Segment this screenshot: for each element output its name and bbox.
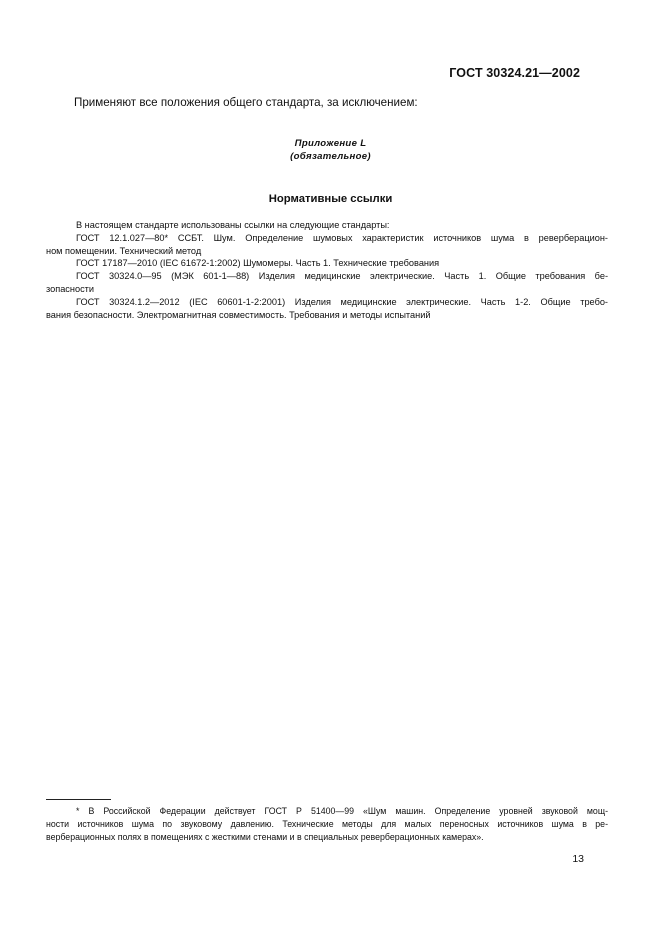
reference-item-line: ГОСТ 30324.1.2—2012 (IEC 60601-1-2:2001) Изделия медицинские электрические. Часть 1-2. Общие требо- (76, 296, 608, 307)
intro-paragraph: Применяют все положения общего стандарта, за исключением: (74, 96, 418, 109)
reference-item-line: зопасности (46, 283, 95, 294)
page-number: 13 (572, 853, 584, 865)
footnote-line: верберационных полях в помещениях с жесткими стенами и в специальных реверберационных камерах». (46, 832, 484, 842)
document-header-code: ГОСТ 30324.21—2002 (449, 66, 580, 80)
footnote-line: ности источников шума по звуковому давлению. Технические методы для малых переносных источников шума в ре- (46, 819, 608, 829)
footnote-line: * В Российской Федерации действует ГОСТ Р 51400—99 «Шум машин. Определение уровней звуковой мощ- (76, 806, 608, 816)
annex-status: (обязательное) (290, 151, 371, 162)
footnote (46, 805, 608, 844)
references-list (46, 219, 608, 321)
footnote-divider (46, 799, 111, 800)
references-lead: В настоящем стандарте использованы ссылки на следующие стандарты: (76, 220, 390, 230)
reference-item-line: ном помещении. Технический метод (46, 245, 202, 256)
section-title: Нормативные ссылки (268, 193, 393, 205)
reference-item-line: ГОСТ 12.1.027—80* ССБТ. Шум. Определение шумовых характеристик источников шума в реверберацион- (76, 232, 608, 243)
reference-item-line: ГОСТ 30324.0—95 (МЭК 601-1—88) Изделия медицинские электрические. Часть 1. Общие требования бе- (76, 271, 608, 282)
reference-item-line: ГОСТ 17187—2010 (IEC 61672-1:2002) Шумомеры. Часть 1. Технические требования (76, 258, 440, 269)
reference-item-line: вания безопасности. Электромагнитная совместимость. Требования и методы испытаний (46, 309, 431, 320)
annex-title: Приложение L (294, 138, 367, 149)
